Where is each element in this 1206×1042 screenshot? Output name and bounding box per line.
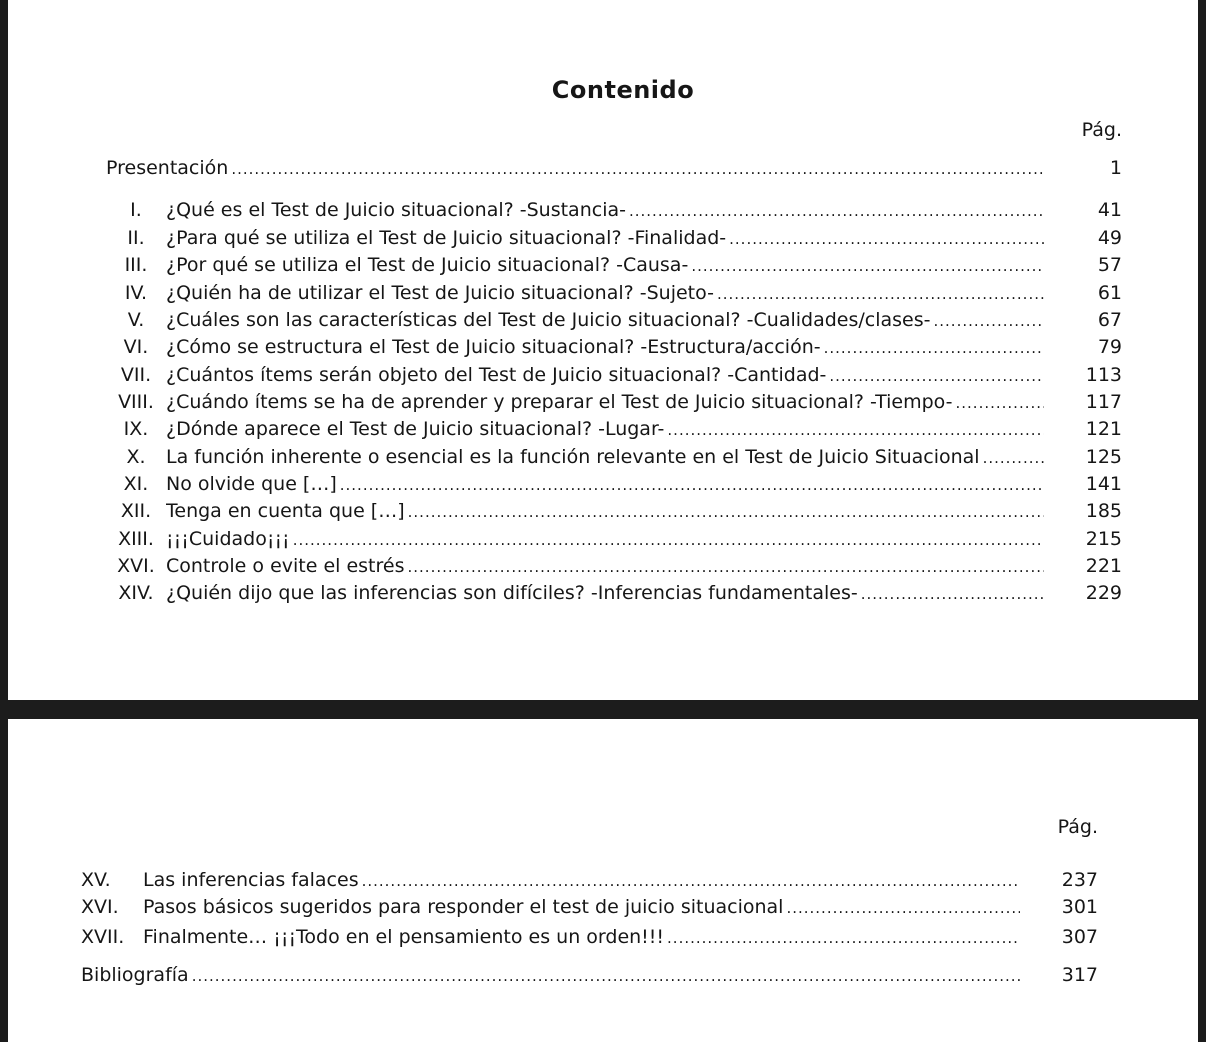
dot-leader <box>858 582 1044 606</box>
toc-entry <box>166 417 1044 442</box>
toc-entry <box>166 581 1044 606</box>
toc-entry <box>166 281 1044 306</box>
toc-entry-text: ¿Cuántos ítems serán objeto del Test de Juicio situacional? -Cantidad- <box>166 364 827 386</box>
toc-page-number: 141 <box>1085 473 1122 495</box>
toc-page-number: 79 <box>1097 336 1122 358</box>
toc-entry <box>166 472 1044 497</box>
chapter-number: XI. <box>123 473 149 495</box>
toc-row <box>106 363 1122 388</box>
toc-row <box>106 198 1122 223</box>
toc-row-bibliografia <box>81 963 1098 988</box>
toc-entry-text: ¿Dónde aparece el Test de Juicio situacional? -Lugar- <box>166 418 665 440</box>
dot-leader <box>405 555 1045 579</box>
toc-page-number: 185 <box>1085 500 1122 522</box>
toc-entry <box>166 445 1044 470</box>
chapter-number: V. <box>127 309 145 331</box>
toc-page-number: 317 <box>1061 964 1098 986</box>
dot-leader <box>688 254 1044 278</box>
toc-page-number: 41 <box>1097 199 1122 221</box>
toc-page-number: 113 <box>1085 364 1122 386</box>
toc-entry <box>166 253 1044 278</box>
toc-row <box>106 308 1122 333</box>
toc-page-number: 121 <box>1085 418 1122 440</box>
chapter-number: VIII. <box>118 391 154 413</box>
toc-entry <box>143 925 1020 950</box>
toc-entry-text: La función inherente o esencial es la función relevante en el Test de Juicio Situacional <box>166 446 980 468</box>
dot-leader <box>337 473 1044 497</box>
dot-leader <box>931 309 1045 333</box>
toc-row <box>106 499 1122 524</box>
toc-row <box>81 925 1098 950</box>
toc-entry-text: ¿Cuáles son las características del Test de Juicio situacional? -Cualidades/clases- <box>166 309 931 331</box>
chapter-number: VII. <box>120 364 152 386</box>
toc-row <box>106 226 1122 251</box>
toc-entry-text: ¿Para qué se utiliza el Test de Juicio situacional? -Finalidad- <box>166 227 727 249</box>
dot-leader <box>405 500 1044 524</box>
toc-row <box>106 554 1122 579</box>
dot-leader <box>980 446 1044 470</box>
toc-row <box>106 472 1122 497</box>
chapter-number: XVII. <box>81 926 125 948</box>
toc-entry-text: Las inferencias falaces <box>143 869 359 891</box>
toc-entry <box>166 390 1044 415</box>
toc-row <box>106 417 1122 442</box>
toc-page-number: 301 <box>1061 896 1098 918</box>
toc-row <box>106 253 1122 278</box>
toc-page-number: 215 <box>1085 528 1122 550</box>
toc-page-number: 125 <box>1085 446 1122 468</box>
toc-row <box>81 868 1098 893</box>
dot-leader <box>359 869 1020 893</box>
chapter-number: XII. <box>120 500 152 522</box>
toc-entry <box>166 308 1044 333</box>
toc-entry <box>166 335 1044 360</box>
toc-row <box>106 281 1122 306</box>
chapter-number: IX. <box>123 418 149 440</box>
chapter-number: XIV. <box>118 582 154 604</box>
toc-entry <box>166 499 1044 524</box>
dot-leader <box>228 157 1044 181</box>
toc-entry-text: No olvide que […] <box>166 473 337 495</box>
chapter-number: X. <box>126 446 146 468</box>
toc-row <box>106 335 1122 360</box>
dot-leader <box>290 528 1044 552</box>
toc-page-number: 49 <box>1097 227 1122 249</box>
page-column-header: Pág. <box>1081 119 1122 141</box>
dot-leader <box>189 964 1020 988</box>
page-title: Contenido <box>551 76 695 104</box>
toc-entry <box>106 156 1044 181</box>
dot-leader <box>714 282 1044 306</box>
dot-leader <box>626 199 1044 223</box>
toc-page-number: 57 <box>1097 254 1122 276</box>
toc-entry <box>166 363 1044 388</box>
toc-entry-text: Presentación <box>106 157 229 179</box>
toc-page-2 <box>8 719 1198 1042</box>
toc-entry-text: Bibliografía <box>81 964 189 986</box>
dot-leader <box>726 227 1044 251</box>
toc-row <box>81 895 1098 920</box>
toc-row <box>106 445 1122 470</box>
toc-entry-text: Pasos básicos sugeridos para responder el test de juicio situacional <box>143 896 784 918</box>
toc-entry-text: Finalmente… ¡¡¡Todo en el pensamiento es un orden!!! <box>143 926 665 948</box>
chapter-number: XV. <box>81 869 111 891</box>
dot-leader <box>664 418 1044 442</box>
toc-page-1 <box>8 0 1198 700</box>
dot-leader <box>783 896 1020 920</box>
toc-entry <box>166 226 1044 251</box>
toc-row <box>106 581 1122 606</box>
toc-entry <box>81 963 1020 988</box>
dot-leader <box>664 926 1020 950</box>
toc-entry-text: Tenga en cuenta que […] <box>166 500 405 522</box>
chapter-number: XVI. <box>81 896 119 918</box>
toc-page-number: 307 <box>1061 926 1098 948</box>
toc-entry <box>166 554 1044 579</box>
chapter-number: XVI. <box>117 555 155 577</box>
toc-row <box>106 527 1122 552</box>
toc-entry-text: ¿Qué es el Test de Juicio situacional? -Sustancia- <box>166 199 626 221</box>
toc-page-number: 117 <box>1085 391 1122 413</box>
dot-leader <box>953 391 1045 415</box>
toc-row <box>106 390 1122 415</box>
page-column-header: Pág. <box>1057 816 1098 838</box>
chapter-number: II. <box>127 227 145 249</box>
chapter-number: VI. <box>123 336 149 358</box>
toc-entry-text: ¡¡¡Cuidado¡¡¡ <box>166 528 290 550</box>
toc-entry <box>166 198 1044 223</box>
toc-entry <box>166 527 1044 552</box>
chapter-number: I. <box>130 199 142 221</box>
toc-entry <box>143 868 1020 893</box>
toc-page-number: 67 <box>1097 309 1122 331</box>
toc-row-presentacion <box>106 156 1122 181</box>
toc-entry <box>143 895 1020 920</box>
dot-leader <box>826 364 1044 388</box>
chapter-number: III. <box>124 254 148 276</box>
toc-entry-text: ¿Quién dijo que las inferencias son difíciles? -Inferencias fundamentales- <box>166 582 858 604</box>
chapter-number: IV. <box>124 282 148 304</box>
dot-leader <box>821 336 1044 360</box>
toc-entry-text: ¿Por qué se utiliza el Test de Juicio situacional? -Causa- <box>166 254 689 276</box>
toc-entry-text: ¿Cómo se estructura el Test de Juicio situacional? -Estructura/acción- <box>166 336 821 358</box>
toc-page-number: 221 <box>1085 555 1122 577</box>
toc-entry-text: Controle o evite el estrés <box>166 555 405 577</box>
toc-page-number: 61 <box>1097 282 1122 304</box>
toc-entry-text: ¿Quién ha de utilizar el Test de Juicio situacional? -Sujeto- <box>166 282 714 304</box>
toc-page-number: 237 <box>1061 869 1098 891</box>
toc-entry-text: ¿Cuándo ítems se ha de aprender y preparar el Test de Juicio situacional? -Tiempo- <box>166 391 953 413</box>
toc-page-number: 229 <box>1085 582 1122 604</box>
chapter-number: XIII. <box>118 528 154 550</box>
toc-page-number: 1 <box>1109 157 1122 179</box>
